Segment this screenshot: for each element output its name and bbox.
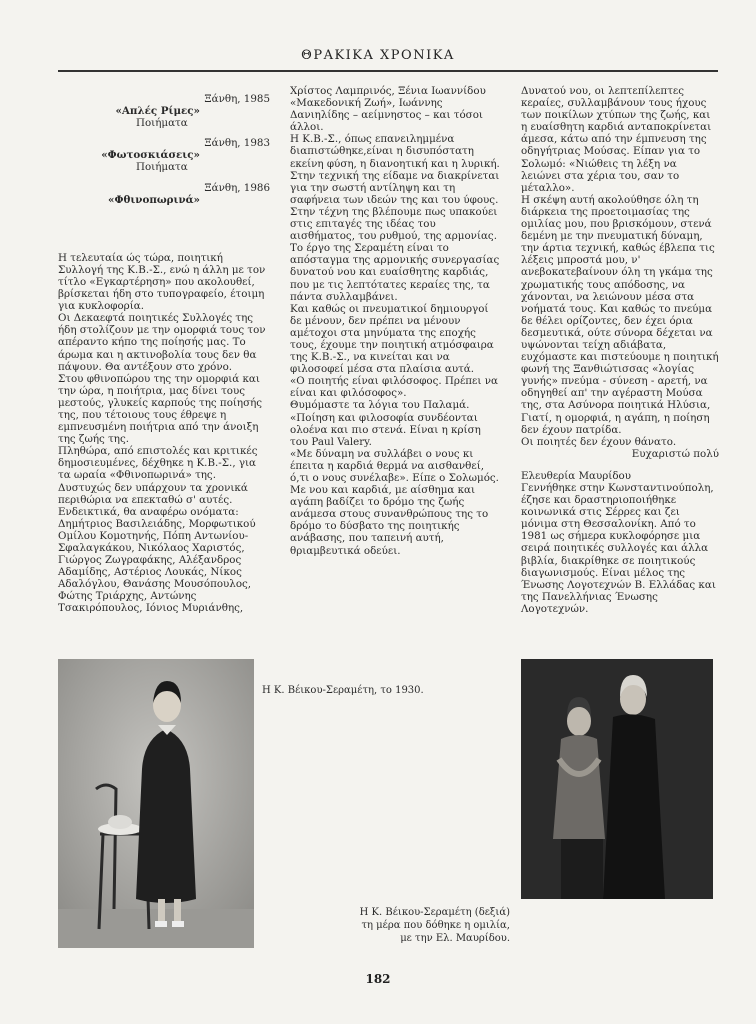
column-middle — [290, 85, 500, 557]
work-entry — [58, 137, 270, 173]
photo-young-woman-1930 — [58, 659, 254, 948]
caption-line: με την Ελ. Μαυρίδου. — [400, 933, 510, 944]
caption-line: Η Κ. Βέικου-Σεραμέτη (δεξιά) — [359, 907, 510, 918]
paragraph: Το έργο της Σεραμέτη είναι το απόσταγμα της αρμονικής συνεργασίας δυνατού νου και ευαίσθητης καρδιάς, που με τις λεπτότατες κεραίες της, τα πάντα συλλαμβάνει. — [290, 242, 500, 303]
paragraph: Οι Δεκαεφτά ποιητικές Συλλογές της ήδη στολίζουν με την ομορφιά τους τον απέραντο κήπο της ποίησής μας. Το άρωμα και η ακτινοβολία τους δεν θα πάψουν. Θα αντέξουν στο χρόνο. — [58, 312, 266, 373]
paragraph: Πληθώρα, από επιστολές και κριτικές δημοσιευμένες, δέχθηκε η Κ.Β.-Σ., για τα ωραία «Φθινοπωρινά» της. Δυστυχώς δεν υπάρχουν τα χρονικά περιθώρια να επεκταθώ σ' αυτές. Ενδεικτικά, θα αναφέρω ονόματα: Δημήτριος Βασιλειάδης, Μορφωτικού Ομίλου Κομοτηνής, Πόπη Αντωνίου-Σφαλαγκάκου, Νικόλαος Χαριστός, Γιώργος Ζωγραφάκης, Αλέξανδρος Αδαμίδης, Αστέριος Λουκάς, Νίκος Αδαλόγλου, Θανάσης Μουσόπουλος, Φώτης Τριάρχης, Αντώνης Τσακιρόπουλος, Ιόνιος Μυριάνθης, — [58, 445, 258, 615]
author-bio: Γεννήθηκε στην Κωνσταντινούπολη, έζησε και δραστηριοποιήθηκε κοινωνικά στις Σέρρες και ζει μόνιμα στη Θεσσαλονίκη. Από το 1981 ως σήμερα κυκλοφόρησε μια σειρά ποιητικές συλλογές και άλλα βιβλία, διακρίθηκε σε ποιητικούς διαγωνισμούς. Είναι μέλος της Ένωσης Λογοτεχνών Β. Ελλάδας και της Πανελλήνιας Ένωσης Λογοτεχνών. — [521, 482, 716, 615]
paragraph: Χρίστος Λαμπρινός, Ξένια Ιωαννίδου «Μακεδονική Ζωή», Ιωάννης Δανιηλίδης – αείμνηστος – και τόσοι άλλοι. — [290, 85, 486, 134]
paragraph: «Ποίηση και φιλοσοφία συνδέονται ολοένα και πιο στενά. Είναι η κρίση του Paul Valery. — [290, 411, 481, 448]
paragraph: Η Κ.Β.-Σ., όπως επανειλημμένα διαπιστώθηκε,είναι η δισυπόστατη εκείνη φύση, η διανοητική και η λυρική. — [290, 133, 500, 170]
author-name: Ελευθερία Μαυρίδου — [521, 469, 631, 482]
work-kind: Ποιήματα — [136, 117, 188, 130]
header-rule — [58, 70, 718, 72]
page-number: 182 — [365, 972, 391, 986]
work-entry — [58, 93, 270, 129]
paragraph: Δυνατού νου, οι λεπτεπίλεπτες κεραίες, συλλαμβάνουν τους ήχους των ποικίλων χτύπων της ζωής, και η ευαίσθητη καρδιά ανταποκρίνεται άμεσα, κάτω από την έμπνευση της οδηγήτριας Μούσας. Είπαν για το Σολωμό: «Νιώθεις τη λέξη να λειώνει στα χέρια του, σαν το μέταλλο». — [521, 85, 712, 194]
photo-illustration — [58, 659, 254, 948]
paragraph: Στην τεχνική της είδαμε να διακρίνεται για την σωστή αντίληψη και τη σαφήνεια των ιδεών της και του ύφους. — [290, 169, 500, 206]
photo-two-women — [521, 659, 713, 899]
photo-caption: Η Κ. Βέικου-Σεραμέτη, το 1930. — [262, 685, 424, 696]
caption-line: τη μέρα που δόθηκε η ομιλία, — [361, 920, 510, 931]
paragraph: Η τελευταία ώς τώρα, ποιητική Συλλογή της Κ.Β.-Σ., ενώ η άλλη με τον τίτλο «Εγκαρτέρηση» που ακολουθεί, βρίσκεται ήδη στο τυπογραφείο, έτοιμη για κυκλοφορία. — [58, 251, 266, 313]
paragraph: Η σκέψη αυτή ακολούθησε όλη τη διάρκεια της προετοιμασίας της ομιλίας μου, που βρισκόμουν, στενά δεμένη με την πνευματική δύναμη, την άρτια τεχνική, καθώς έβλεπα τις λέξεις μπροστά μου, ν' ανεβοκατεβαίνουν όλη τη γκάμα της χρωματικής τους απόδοσης, να χάνονται, να λειώνουν μέσα στα νοήματά τους. Και καθώς το πνεύμα δε θέλει ορίζοντες, δεν έχει όρια δεσμευτικά, ούτε σύνορα δέχεται να υψώνονται τείχη αδιάβατα, ευχόμαστε και πιστεύουμε η ποιητική φωνή της Ξανθιώτισσας «λογίας γυνής» πνεύμα - σύνεση - αρετή, να οδηγηθεί απ' την αγέραστη Μούσα της, στα Ασύνορα ποιητικά Ηλύσια, Γιατί, η ομορφιά, η αγάπη, η ποίηση δεν έχουν πατρίδα. — [521, 193, 719, 436]
paragraph: «Ο ποιητής είναι φιλόσοφος. Πρέπει να είναι και φιλόσοφος». — [290, 375, 498, 400]
work-place-date: Ξάνθη, 1983 — [204, 137, 270, 150]
paragraph: Και καθώς οι πνευματικοί δημιουργοί δε μένουν, δεν πρέπει να μένουν αμέτοχοι στα μηνύματα της εποχής τους, έχουμε την ποιητική ατμόσφαιρα της Κ.Β.-Σ., να κινείται και να φιλοσοφεί μέσα στα πλαίσια αυτά. — [290, 302, 494, 376]
photo-illustration — [521, 659, 713, 899]
paragraph: «Με δύναμη να συλλάβει ο νους κι έπειτα η καρδιά θερμά να αισθανθεί, ό,τι ο νους συνέλαβε». Είπε ο Σολωμός. Με νου και καρδιά, με αίσθημα και αγάπη βαδίζει το δρόμο της ζωής ανάμεσα στους συνανθρώπους της το δρόμο το δύσβατο της ποιητικής ανάβασης, που ταπεινή αυτή, θριαμβευτικά οδεύει. — [290, 447, 499, 557]
work-kind: Ποιήματα — [136, 161, 188, 174]
work-title: «Φωτοσκιάσεις» — [101, 149, 200, 162]
work-place-date: Ξάνθη, 1985 — [204, 93, 270, 105]
paragraph: Οι ποιητές δεν έχουν θάνατο. — [521, 435, 677, 448]
photo-caption — [330, 906, 510, 945]
paragraph: Στου φθινοπώρου της την ομορφιά και την ώρα, η ποιήτρια, μας δίνει τους μεστούς, γλυκείς καρπούς της ποίησής της, που τέτοιους τους έθρεψε η εμπνευσμένη ποιήτρια από την άνοιξη της ζωής της. — [58, 372, 263, 446]
running-header: ΘΡΑΚΙΚΑ ΧΡΟΝΙΚΑ — [301, 48, 455, 63]
paragraph: Θυμόμαστε τα λόγια του Παλαμά. — [290, 399, 470, 412]
work-entry — [58, 182, 270, 206]
work-title: «Φθινοπωρινά» — [108, 193, 200, 206]
work-place-date: Ξάνθη, 1986 — [204, 181, 270, 194]
column-right — [521, 85, 719, 615]
paragraph: Στην τέχνη της βλέπουμε πως υπακούει στις επιταγές της ιδέας του αισθήματος, του ρυθμού, της αρμονίας. — [290, 205, 498, 243]
work-title: «Απλές Ρίμες» — [115, 105, 200, 118]
closing-thanks: Ευχαριστώ πολύ — [631, 447, 719, 460]
column-left — [58, 85, 270, 615]
